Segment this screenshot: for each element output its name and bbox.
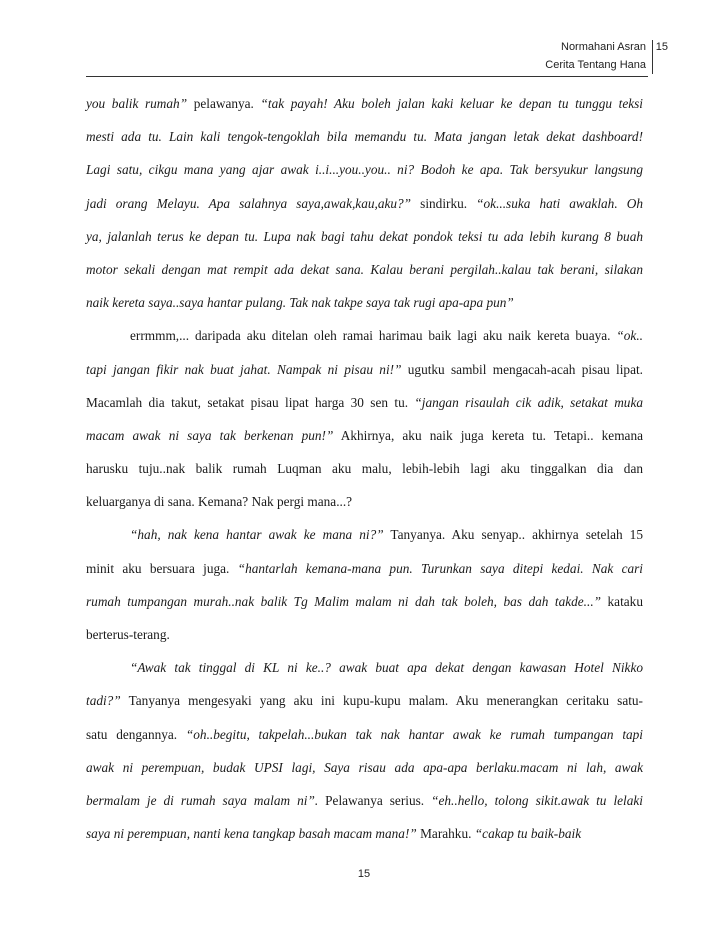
italic-segment: “Awak tak tinggal di KL ni ke..? awak buat apa dekat dengan kawasan Hotel Nikko bbox=[130, 660, 643, 676]
italic-segment: macam awak ni saya tak berkenan pun!” bbox=[86, 427, 334, 443]
italic-segment: naik kereta saya..saya hantar pulang. Tak nak takpe saya tak rugi apa-apa pun” bbox=[86, 295, 514, 311]
italic-segment: “ok...suka hati awaklah. Oh bbox=[476, 195, 643, 211]
text-line bbox=[86, 817, 643, 850]
header-page-number: 15 bbox=[655, 41, 668, 53]
footer-page-number: 15 bbox=[357, 868, 371, 880]
body-text bbox=[86, 87, 643, 850]
text-segment: berterus-terang. bbox=[86, 627, 170, 642]
text-line bbox=[86, 286, 643, 319]
italic-segment: “cakap tu baik-baik bbox=[474, 826, 582, 842]
italic-segment: “jangan risaulah cik adik, setakat muka bbox=[414, 394, 643, 410]
header-title: Cerita Tentang Hana bbox=[545, 59, 646, 71]
header-divider bbox=[652, 40, 653, 74]
text-line bbox=[86, 618, 643, 651]
text-segment: pelawanya. bbox=[187, 96, 261, 111]
text-line bbox=[86, 585, 643, 618]
italic-segment: jadi orang Melayu. Apa salahnya saya,awak,kau,aku?” bbox=[86, 195, 412, 211]
text-line bbox=[86, 353, 643, 386]
text-line bbox=[86, 485, 643, 518]
text-line bbox=[86, 319, 643, 352]
text-segment: errmmm,... daripada aku ditelan oleh ramai harimau baik lagi aku naik kereta buaya. bbox=[130, 328, 617, 344]
text-line bbox=[86, 684, 643, 717]
text-segment: sindirku. bbox=[411, 195, 477, 211]
paragraph bbox=[86, 319, 643, 518]
text-line bbox=[86, 220, 643, 253]
text-line bbox=[86, 253, 643, 286]
italic-segment: you balik rumah” bbox=[86, 96, 188, 111]
text-line bbox=[86, 419, 643, 452]
text-line bbox=[86, 120, 643, 153]
italic-segment: rumah tumpangan murah..nak balik Tg Malim malam ni dah tak boleh, bas dah takde...” bbox=[86, 593, 602, 609]
italic-segment: “hantarlah kemana-mana pun. Turunkan saya ditepi kedai. Nak cari bbox=[237, 560, 643, 576]
header-rule bbox=[86, 76, 648, 77]
paragraph bbox=[86, 518, 643, 651]
italic-segment: Lagi satu, cikgu mana yang ajar awak i..i...you..you.. ni? Bodoh ke apa. Tak bersyukur langsung bbox=[86, 162, 643, 178]
text-segment: kataku bbox=[601, 593, 643, 609]
text-line bbox=[86, 187, 643, 220]
italic-segment: mesti ada tu. Lain kali tengok-tengoklah bila memandu tu. Mata jangan letak dekat dashboard! bbox=[86, 129, 643, 145]
text-segment: satu dengannya. bbox=[86, 726, 186, 742]
italic-segment: “eh..hello, tolong sikit.awak tu lelaki bbox=[431, 792, 643, 808]
text-segment: Tanyanya. Aku senyap.. akhirnya setelah 15 bbox=[383, 527, 643, 543]
italic-segment: “tak payah! Aku boleh jalan kaki keluar ke depan tu tunggu teksi bbox=[260, 96, 643, 111]
text-segment: Pelawanya serius. bbox=[318, 792, 432, 808]
text-line bbox=[86, 718, 643, 751]
text-line bbox=[86, 87, 643, 120]
italic-segment: motor sekali dengan mat rempit ada dekat sana. Kalau berani pergilah..kalau tak berani, silakan bbox=[86, 261, 643, 277]
text-segment: Akhirnya, aku naik juga kereta tu. Tetapi.. kemana bbox=[333, 427, 643, 443]
text-line bbox=[86, 452, 643, 485]
text-segment: keluarganya di sana. Kemana? Nak pergi mana...? bbox=[86, 494, 353, 510]
text-line bbox=[86, 552, 643, 585]
italic-segment: bermalam je di rumah saya malam ni”. bbox=[86, 792, 319, 808]
text-line bbox=[86, 784, 643, 817]
text-line bbox=[86, 751, 643, 784]
paragraph bbox=[86, 87, 643, 319]
italic-segment: ya, jalanlah terus ke depan tu. Lupa nak bagi tahu dekat pondok teksi tu ada lebih kurang 8 buah bbox=[86, 228, 643, 244]
text-segment: minit aku bersuara juga. bbox=[86, 560, 238, 576]
text-segment: ugutku sambil mengacah-acah pisau lipat. bbox=[401, 361, 643, 377]
text-segment: harusku tuju..nak balik rumah Luqman aku malu, lebih-lebih lagi aku tinggalkan dia dan bbox=[86, 461, 643, 477]
italic-segment: tadi?” bbox=[86, 693, 121, 709]
text-segment: Marahku. bbox=[416, 826, 475, 842]
text-line bbox=[86, 386, 643, 419]
text-segment: Macamlah dia takut, setakat pisau lipat harga 30 sen tu. bbox=[86, 394, 415, 410]
italic-segment: tapi jangan fikir nak buat jahat. Nampak ni pisau ni!” bbox=[86, 361, 402, 377]
header-author: Normahani Asran bbox=[561, 41, 646, 53]
text-line bbox=[86, 651, 643, 684]
text-segment: Tanyanya mengesyaki yang aku ini kupu-kupu malam. Aku menerangkan ceritaku satu- bbox=[120, 693, 643, 709]
text-line bbox=[86, 518, 643, 551]
italic-segment: “hah, nak kena hantar awak ke mana ni?” bbox=[130, 527, 384, 543]
italic-segment: awak ni perempuan, budak UPSI lagi, Saya risau ada apa-apa berlaku.macam ni lah, awak bbox=[86, 759, 643, 775]
text-line bbox=[86, 153, 643, 186]
italic-segment: saya ni perempuan, nanti kena tangkap basah macam mana!” bbox=[86, 826, 417, 842]
italic-segment: “oh..begitu, takpelah...bukan tak nak hantar awak ke rumah tumpangan tapi bbox=[185, 726, 643, 742]
running-header bbox=[545, 38, 646, 74]
italic-segment: “ok.. bbox=[616, 328, 643, 344]
paragraph bbox=[86, 651, 643, 850]
